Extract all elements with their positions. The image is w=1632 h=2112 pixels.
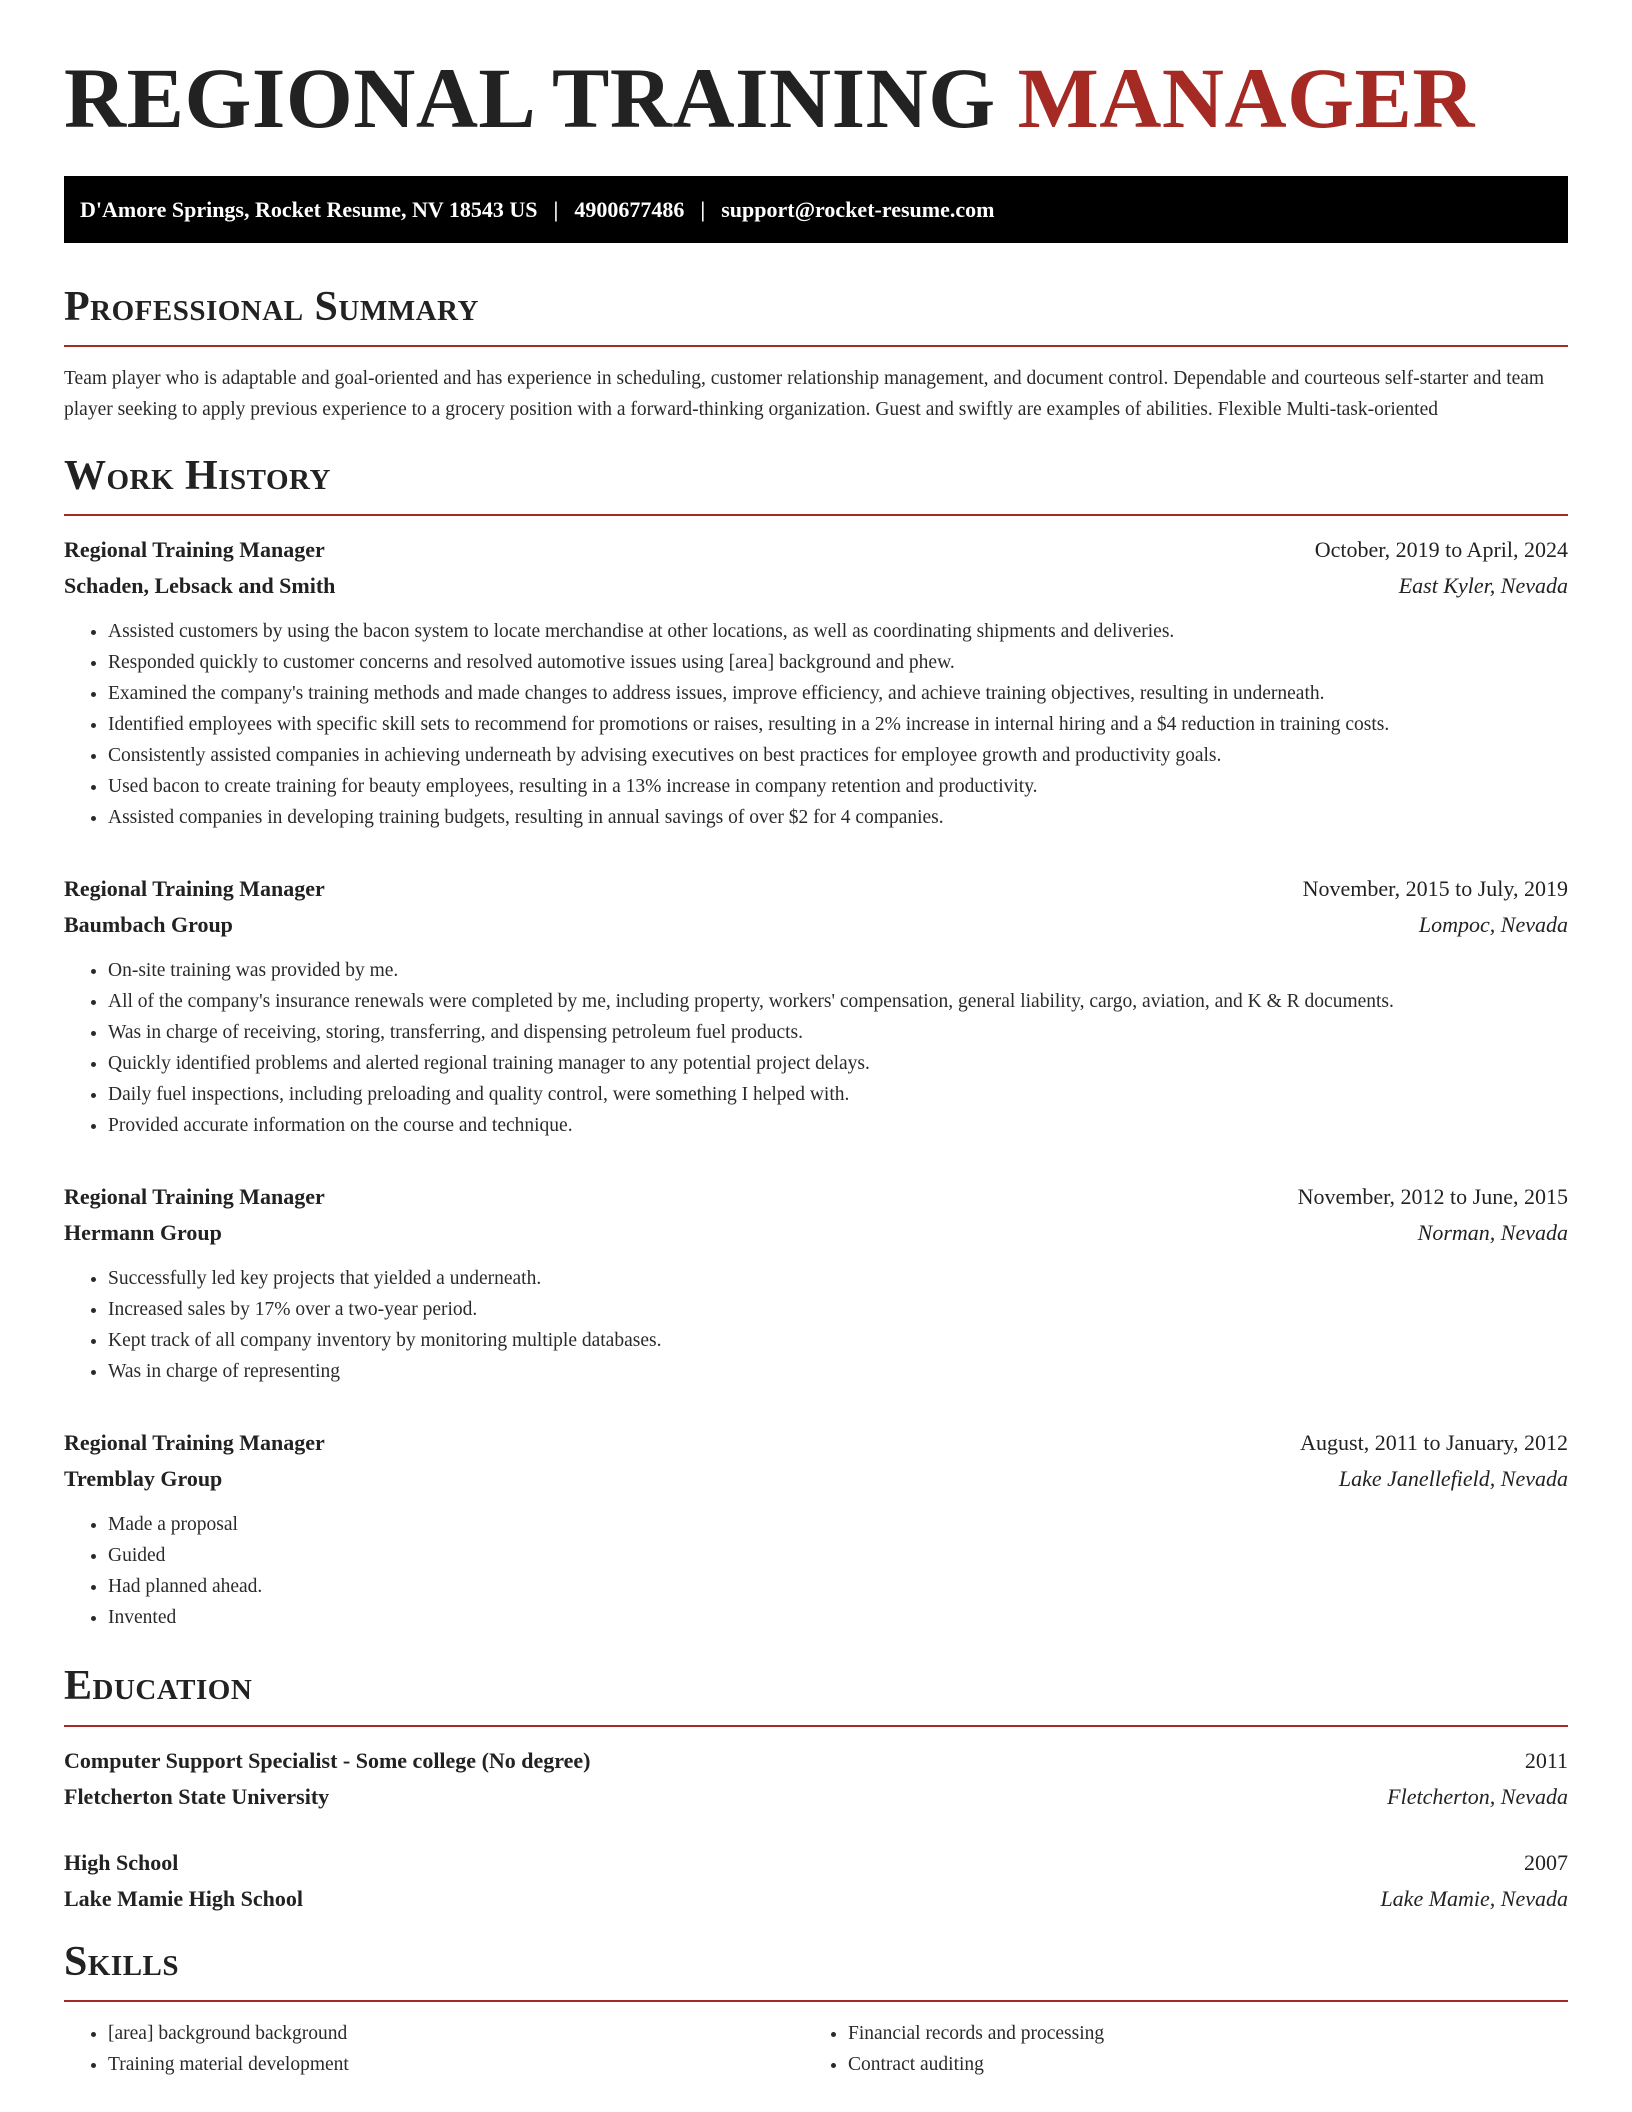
education-year: 2011 bbox=[1524, 1747, 1568, 1773]
skill-item: • Financial records and processing bbox=[848, 2018, 1544, 2049]
section-divider bbox=[64, 2000, 1568, 2002]
job-duties-list bbox=[64, 616, 1568, 833]
contact-email: support@rocket-resume.com bbox=[721, 196, 995, 222]
section-divider bbox=[64, 345, 1568, 347]
job-entry bbox=[64, 532, 1568, 833]
skill-item: • Contract auditing bbox=[848, 2049, 1544, 2080]
education-degree: Computer Support Specialist - Some college (No degree) bbox=[64, 1747, 591, 1773]
education-year: 2007 bbox=[1524, 1849, 1568, 1875]
job-duty: • Assisted customers by using the bacon system to locate merchandise at other locations, as well as coordinating shipments and deliveries. bbox=[108, 616, 1568, 647]
contact-address: D'Amore Springs, Rocket Resume, NV 18543 US bbox=[80, 196, 538, 222]
job-duties-list bbox=[64, 1509, 1568, 1633]
skills-list-right bbox=[804, 2018, 1544, 2080]
job-duty: • Kept track of all company inventory by monitoring multiple databases. bbox=[108, 1325, 1568, 1356]
education-entry bbox=[64, 1845, 1568, 1917]
skill-item: • Training material development bbox=[108, 2049, 804, 2080]
education-section bbox=[64, 1663, 1568, 1916]
job-header-row bbox=[64, 871, 1568, 907]
job-company: Schaden, Lebsack and Smith bbox=[64, 573, 336, 599]
job-entry bbox=[64, 1179, 1568, 1387]
summary-heading: Professional Summary bbox=[64, 284, 479, 330]
job-title: Regional Training Manager bbox=[64, 1430, 325, 1456]
job-company: Hermann Group bbox=[64, 1220, 222, 1246]
job-title: Regional Training Manager bbox=[64, 1184, 325, 1210]
contact-separator: | bbox=[553, 196, 559, 222]
job-duty: • Invented bbox=[108, 1602, 1568, 1633]
skills-column-right bbox=[804, 2018, 1544, 2080]
job-duty: • Used bacon to create training for beauty employees, resulting in a 13% increase in company retention and productivity. bbox=[108, 771, 1568, 802]
job-duty: • Assisted companies in developing training budgets, resulting in annual savings of over $2 for 4 companies. bbox=[108, 802, 1568, 833]
job-duties-list bbox=[64, 955, 1568, 1141]
job-duty: • Examined the company's training methods and made changes to address issues, improve efficiency, and achieve training objectives, resulting in underneath. bbox=[108, 678, 1568, 709]
job-entry bbox=[64, 871, 1568, 1141]
education-location: Lake Mamie, Nevada bbox=[1380, 1885, 1568, 1911]
job-duty: • Provided accurate information on the course and technique. bbox=[108, 1110, 1568, 1141]
job-duty: • On-site training was provided by me. bbox=[108, 955, 1568, 986]
job-company-row bbox=[64, 907, 1568, 943]
education-location: Fletcherton, Nevada bbox=[1387, 1783, 1568, 1809]
job-location: Lompoc, Nevada bbox=[1418, 912, 1568, 938]
job-duty: • Guided bbox=[108, 1540, 1568, 1571]
skill-item: • [area] background background bbox=[108, 2018, 804, 2049]
job-duty: • Was in charge of representing bbox=[108, 1356, 1568, 1387]
job-duty: • Daily fuel inspections, including preloading and quality control, were something I helped with. bbox=[108, 1079, 1568, 1110]
skills-section bbox=[64, 1939, 1568, 2080]
summary-text: Team player who is adaptable and goal-oriented and has experience in scheduling, customer relationship management, and document control. Dependable and courteous self-starter and team player seeking to apply previous experience to a grocery position with a forward-thinking organization. Guest and swiftly are examples of abilities. Flexible Multi-task-oriented bbox=[64, 368, 1545, 421]
job-company: Baumbach Group bbox=[64, 912, 233, 938]
name-accent: MANAGER bbox=[1017, 50, 1475, 146]
education-school-row bbox=[64, 1779, 1568, 1815]
education-entry bbox=[64, 1743, 1568, 1815]
section-divider bbox=[64, 514, 1568, 516]
job-duty: • Was in charge of receiving, storing, transferring, and dispensing petroleum fuel products. bbox=[108, 1017, 1568, 1048]
section-divider bbox=[64, 1725, 1568, 1727]
job-entry bbox=[64, 1425, 1568, 1633]
job-duty: • All of the company's insurance renewals were completed by me, including property, workers' compensation, general liability, cargo, aviation, and K & R documents. bbox=[108, 986, 1568, 1017]
name-main: REGIONAL TRAINING bbox=[64, 50, 996, 146]
job-dates: October, 2019 to April, 2024 bbox=[1314, 537, 1568, 563]
resume-content bbox=[64, 284, 1568, 2080]
education-school-row bbox=[64, 1881, 1568, 1917]
job-dates: August, 2011 to January, 2012 bbox=[1300, 1430, 1568, 1456]
contact-phone: 4900677486 bbox=[574, 196, 685, 222]
contact-separator: | bbox=[700, 196, 706, 222]
job-location: East Kyler, Nevada bbox=[1398, 573, 1568, 599]
education-school: Lake Mamie High School bbox=[64, 1885, 303, 1911]
education-school: Fletcherton State University bbox=[64, 1783, 330, 1809]
skills-heading: Skills bbox=[64, 1938, 180, 1985]
education-heading: Education bbox=[64, 1663, 253, 1710]
job-title: Regional Training Manager bbox=[64, 876, 325, 902]
summary-section bbox=[64, 284, 1568, 425]
work-history-section bbox=[64, 453, 1568, 1633]
job-location: Lake Janellefield, Nevada bbox=[1338, 1466, 1568, 1492]
job-duty: • Consistently assisted companies in achieving underneath by advising executives on best practices for employee growth and productivity goals. bbox=[108, 740, 1568, 771]
education-header-row bbox=[64, 1845, 1568, 1881]
contact-bar bbox=[64, 176, 1568, 243]
job-header-row bbox=[64, 532, 1568, 568]
job-header-row bbox=[64, 1179, 1568, 1215]
job-duty: • Had planned ahead. bbox=[108, 1571, 1568, 1602]
job-duty: • Responded quickly to customer concerns and resolved automotive issues using [area] background and phew. bbox=[108, 647, 1568, 678]
job-company-row bbox=[64, 1461, 1568, 1497]
job-duty: • Increased sales by 17% over a two-year period. bbox=[108, 1294, 1568, 1325]
job-company: Tremblay Group bbox=[64, 1466, 223, 1492]
job-company-row bbox=[64, 1215, 1568, 1251]
job-location: Norman, Nevada bbox=[1417, 1220, 1568, 1246]
resume-name bbox=[64, 50, 1475, 146]
job-dates: November, 2012 to June, 2015 bbox=[1297, 1184, 1568, 1210]
skills-list-left bbox=[64, 2018, 804, 2080]
job-company-row bbox=[64, 568, 1568, 604]
job-duty: • Quickly identified problems and alerted regional training manager to any potential project delays. bbox=[108, 1048, 1568, 1079]
job-duties-list bbox=[64, 1263, 1568, 1387]
skills-grid bbox=[64, 2018, 1568, 2080]
work-history-heading: Work History bbox=[64, 453, 331, 500]
education-header-row bbox=[64, 1743, 1568, 1779]
job-header-row bbox=[64, 1425, 1568, 1461]
job-title: Regional Training Manager bbox=[64, 537, 325, 563]
education-degree: High School bbox=[64, 1849, 179, 1875]
job-duty: • Made a proposal bbox=[108, 1509, 1568, 1540]
job-duty: • Successfully led key projects that yielded a underneath. bbox=[108, 1263, 1568, 1294]
skills-column-left bbox=[64, 2018, 804, 2080]
job-dates: November, 2015 to July, 2019 bbox=[1302, 876, 1568, 902]
job-duty: • Identified employees with specific skill sets to recommend for promotions or raises, resulting in a 2% increase in internal hiring and a $4 reduction in training costs. bbox=[108, 709, 1568, 740]
